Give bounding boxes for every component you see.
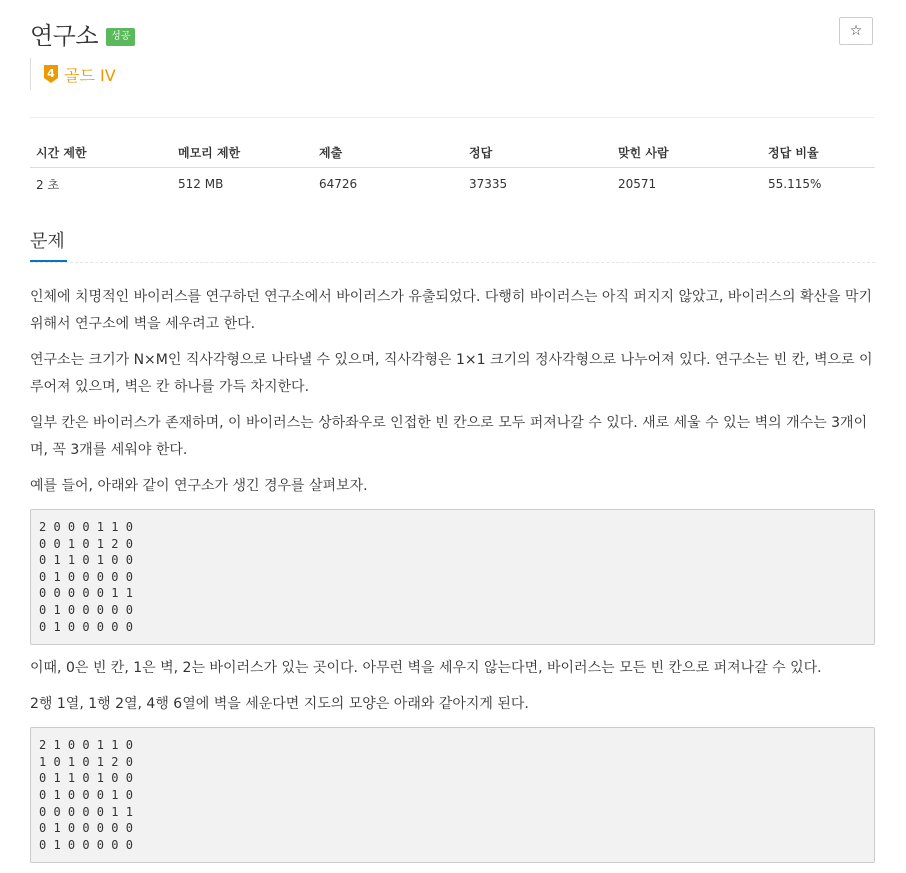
section-title: 문제 xyxy=(30,228,67,262)
description-paragraph: 연구소는 크기가 N×M인 직사각형으로 나타낼 수 있으며, 직사각형은 1×1 크기의 정사각형으로 나누어져 있다. 연구소는 빈 칸, 벽으로 이루어져 있으며, 벽은 칸 하나를 가득 차지한다. xyxy=(30,352,873,395)
stats-header-solvers: 맞힌 사람 xyxy=(612,138,762,168)
stats-header-memory-limit: 메모리 제한 xyxy=(172,138,313,168)
stats-header-row xyxy=(30,138,875,168)
stats-time-limit: 2 초 xyxy=(36,177,60,192)
problem-title: 연구소 xyxy=(30,22,99,50)
tier-label[interactable]: 골드 IV xyxy=(64,65,116,85)
divider xyxy=(30,117,875,118)
stats-header-time-limit: 시간 제한 xyxy=(30,138,172,168)
star-icon: ☆ xyxy=(849,23,863,39)
stats-header-accept-ratio: 정답 비율 xyxy=(762,138,875,168)
description-paragraph: 인체에 치명적인 바이러스를 연구하던 연구소에서 바이러스가 유출되었다. 다행히 바이러스는 아직 퍼지지 않았고, 바이러스의 확산을 막기 위해서 연구소에 벽을 세우려고 한다. xyxy=(30,289,873,332)
stats-header-accepted: 정답 xyxy=(463,138,612,168)
stats-header-submissions: 제출 xyxy=(313,138,463,168)
stats-solvers[interactable]: 20571 xyxy=(618,177,657,191)
description-paragraph: 예를 들어, 아래와 같이 연구소가 생긴 경우를 살펴보자. xyxy=(30,478,368,494)
stats-accept-ratio: 55.115% xyxy=(768,177,822,191)
tier-level: 4 xyxy=(47,67,55,80)
tier-block xyxy=(30,58,116,90)
problem-stats-table xyxy=(30,138,875,200)
stats-memory-limit: 512 MB xyxy=(178,177,224,191)
example-grid-code: 2 1 0 0 1 1 0 1 0 1 0 1 2 0 0 1 1 0 1 0 0 0 1 0 0 0 1 0 0 0 0 0 0 1 1 0 1 0 0 0 0 0 0 1 0 0 0 0 0 xyxy=(30,727,875,863)
problem-description xyxy=(30,284,875,873)
stats-value-row xyxy=(30,168,875,201)
status-badge: 성공 xyxy=(106,28,135,46)
stats-submissions[interactable]: 64726 xyxy=(319,177,358,191)
description-paragraph: 2행 1열, 1행 2열, 4행 6열에 벽을 세운다면 지도의 모양은 아래와 같아지게 된다. xyxy=(30,696,529,713)
tier-icon[interactable] xyxy=(43,64,59,84)
example-grid-code: 2 0 0 0 1 1 0 0 0 1 0 1 2 0 0 1 1 0 1 0 0 0 1 0 0 0 0 0 0 0 0 0 0 1 1 0 1 0 0 0 0 0 0 1 0 0 0 0 0 xyxy=(30,509,875,645)
stats-accepted[interactable]: 37335 xyxy=(469,177,508,191)
star-button[interactable] xyxy=(839,17,873,45)
description-paragraph: 일부 칸은 바이러스가 존재하며, 이 바이러스는 상하좌우로 인접한 빈 칸으로 모두 퍼져나갈 수 있다. 새로 세울 수 있는 벽의 개수는 3개이며, 꼭 3개를 세워야 한다. xyxy=(30,415,868,458)
title-row xyxy=(30,16,135,51)
description-paragraph: 이때, 0은 빈 칸, 1은 벽, 2는 바이러스가 있는 곳이다. 아무런 벽을 세우지 않는다면, 바이러스는 모든 빈 칸으로 퍼져나갈 수 있다. xyxy=(30,660,822,677)
section-header xyxy=(30,228,875,263)
